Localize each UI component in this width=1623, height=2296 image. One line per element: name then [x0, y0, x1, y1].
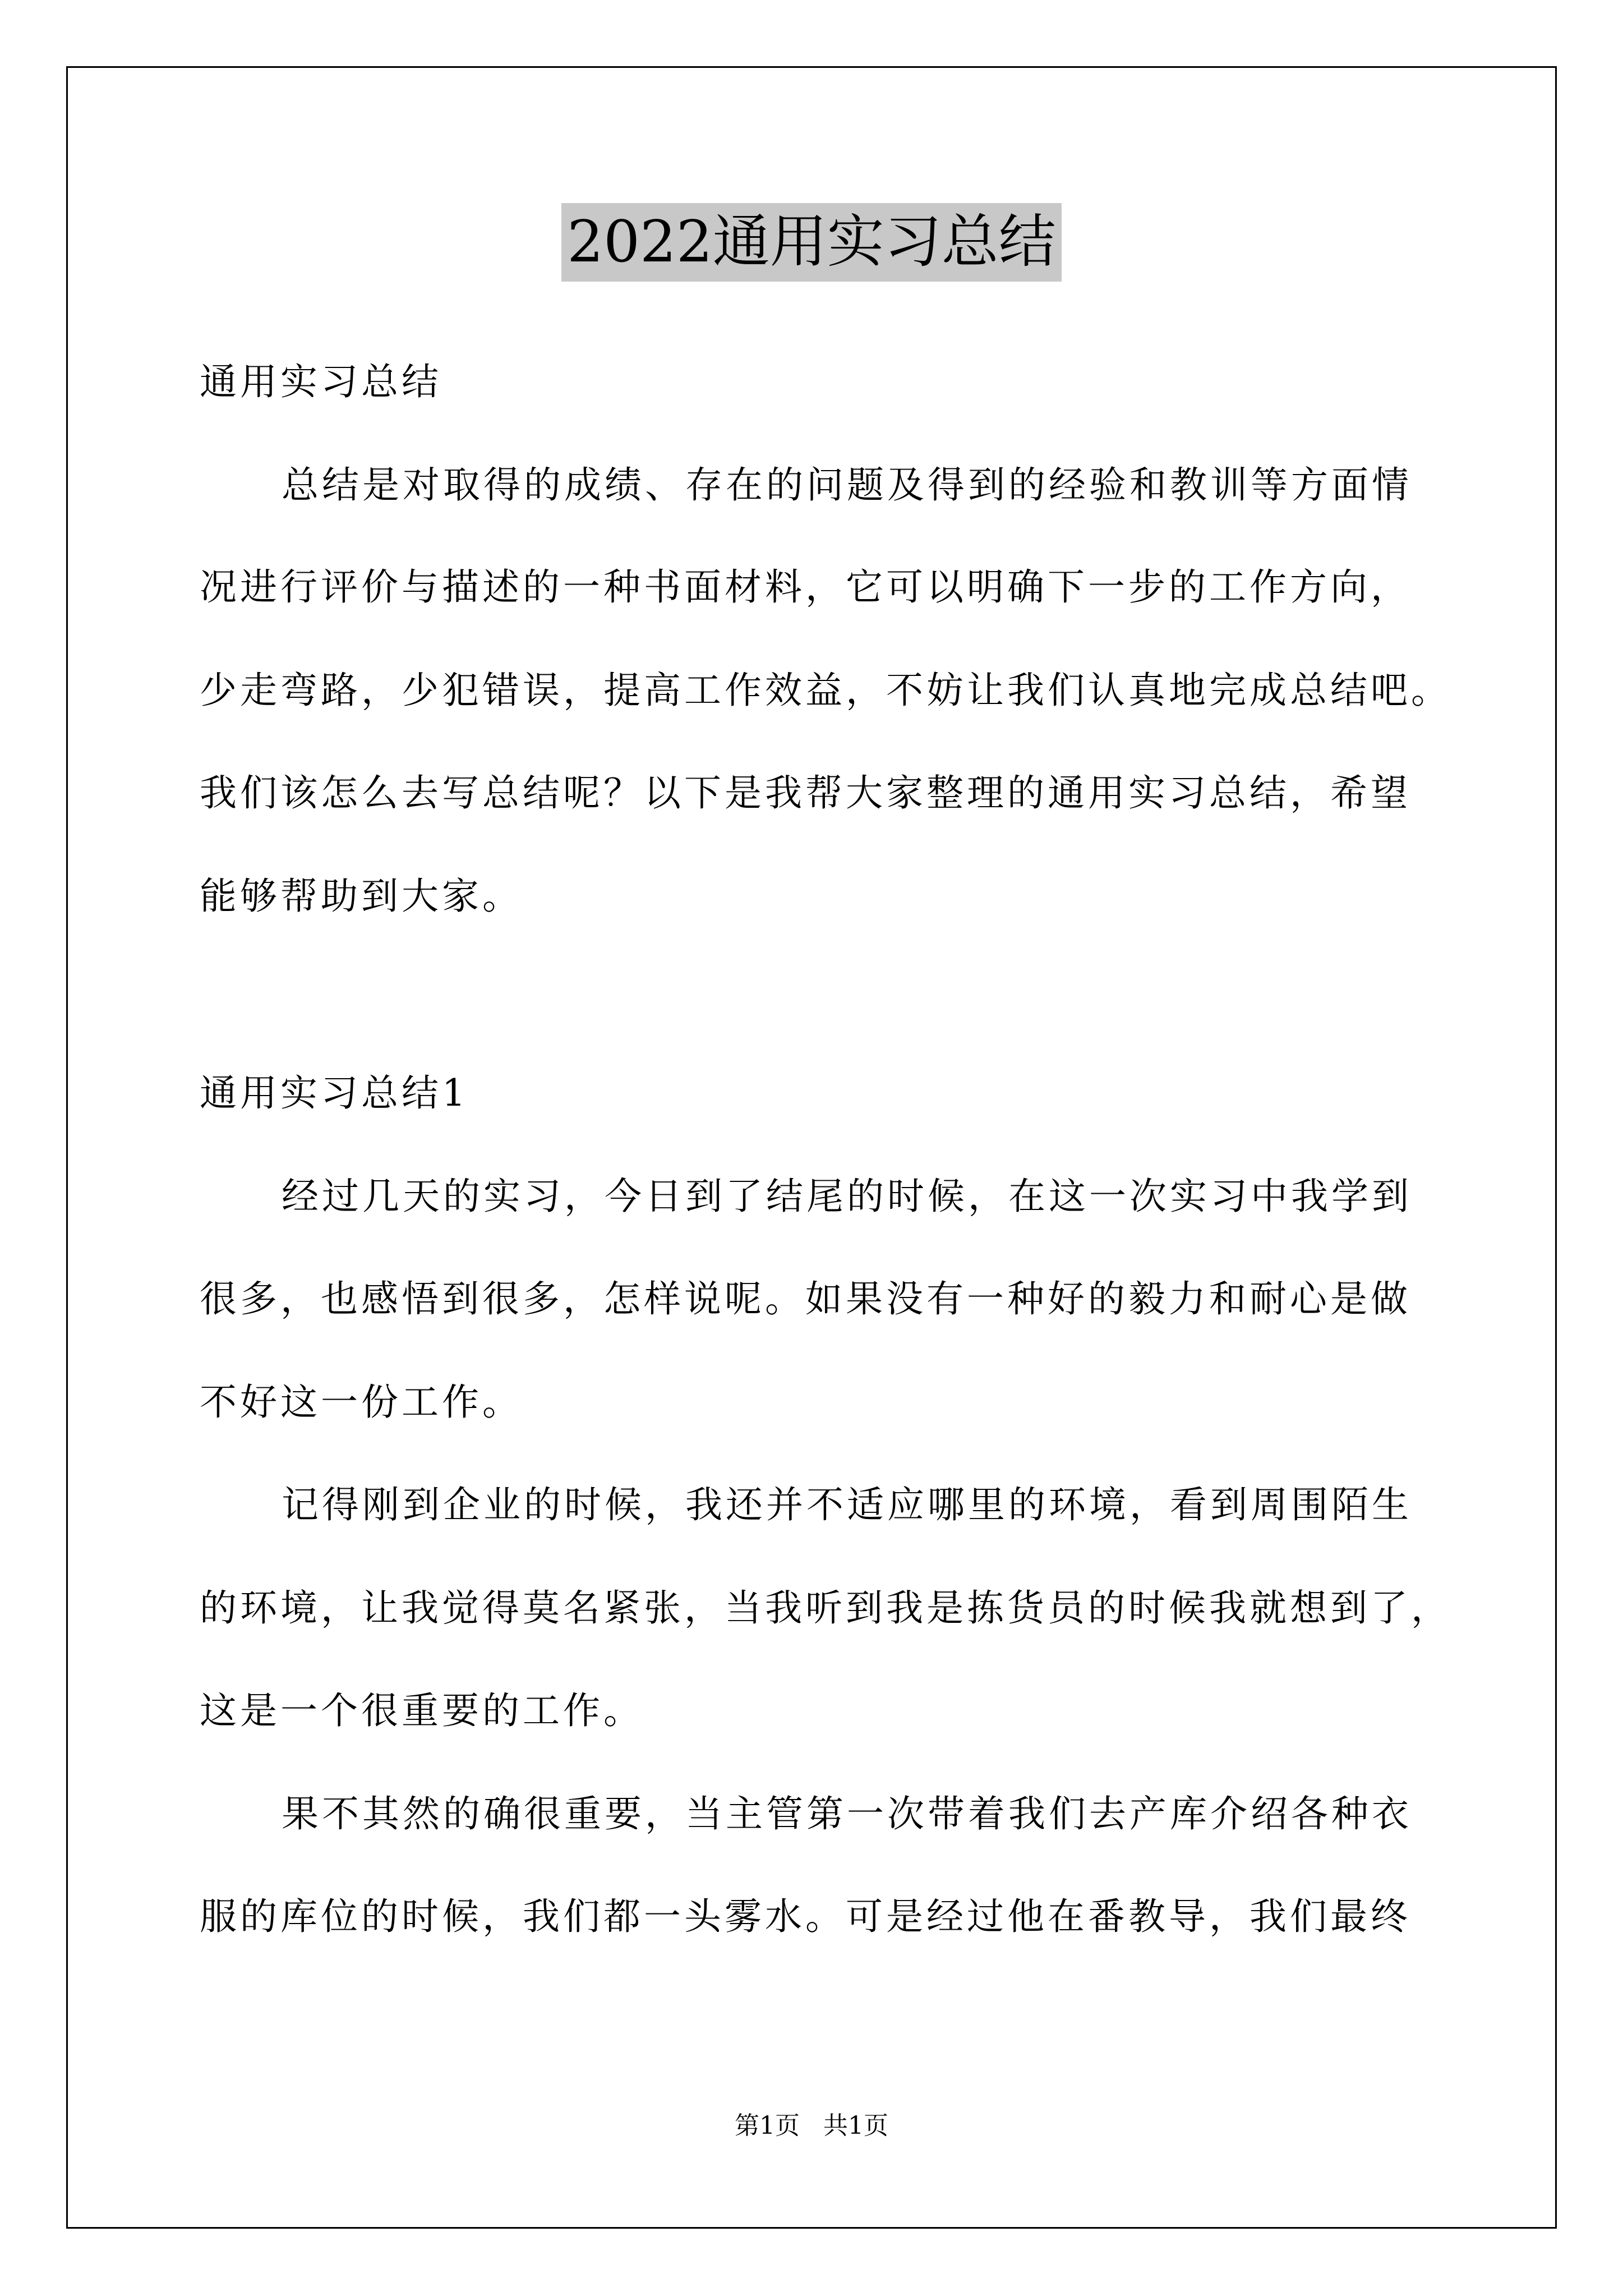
section-heading: 通用实习总结1 [200, 1071, 469, 1115]
paragraph-line: 记得刚到企业的时候，我还并不适应哪里的环境，看到周围陌生 [282, 1483, 1412, 1526]
paragraph-line: 经过几天的实习，今日到了结尾的时候，在这一次实习中我学到 [282, 1175, 1412, 1218]
paragraph-line: 不好这一份工作。 [200, 1381, 523, 1424]
intro-line: 总结是对取得的成绩、存在的问题及得到的经验和教训等方面情 [282, 463, 1412, 507]
subtitle: 通用实习总结 [200, 360, 442, 403]
document-title-text: 2022通用实习总结 [561, 203, 1062, 282]
paragraph-line: 这是一个很重要的工作。 [200, 1689, 644, 1732]
paragraph-line: 很多，也感悟到很多，怎样说呢。如果没有一种好的毅力和耐心是做 [200, 1277, 1411, 1320]
paragraph-line: 的环境，让我觉得莫名紧张，当我听到我是拣货员的时候我就想到了， [200, 1586, 1451, 1630]
paragraph-line: 服的库位的时候，我们都一头雾水。可是经过他在番教导，我们最终 [200, 1895, 1411, 1938]
intro-line: 少走弯路，少犯错误，提高工作效益，不妨让我们认真地完成总结吧。 [200, 669, 1451, 712]
intro-line: 况进行评价与描述的一种书面材料，它可以明确下一步的工作方向， [200, 565, 1411, 609]
intro-line: 我们该怎么去写总结呢？以下是我帮大家整理的通用实习总结，希望 [200, 771, 1411, 815]
document-title [0, 203, 1623, 282]
intro-line: 能够帮助到大家。 [200, 875, 523, 918]
paragraph-line: 果不其然的确很重要，当主管第一次带着我们去产库介绍各种衣 [282, 1792, 1412, 1835]
page-footer: 第1页 共1页 [735, 2111, 888, 2140]
